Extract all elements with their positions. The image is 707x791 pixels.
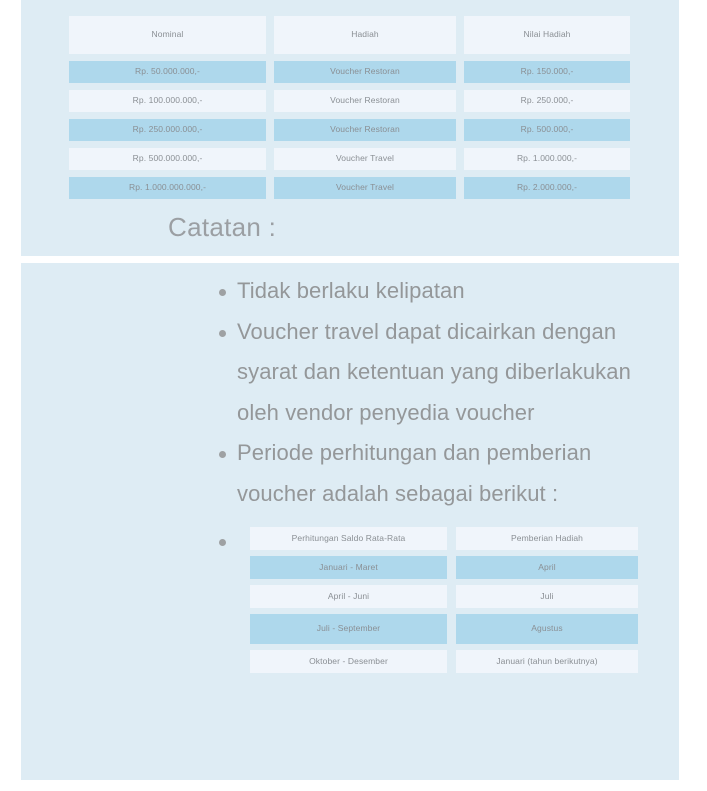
period-cell-pemberian: Agustus: [456, 614, 638, 644]
period-cell-perhitungan: Oktober - Desember: [250, 650, 447, 673]
table-row: [69, 119, 630, 141]
prize-cell-nilai: Rp. 1.000.000,-: [464, 148, 630, 170]
prize-table-header-row: [69, 16, 630, 54]
period-table-header-row: [250, 527, 638, 550]
prize-cell-nominal: Rp. 50.000.000,-: [69, 61, 266, 83]
table-row: [250, 650, 638, 673]
list-item: Voucher travel dapat dicairkan dengan syarat dan ketentuan yang diberlakukan oleh vendor penyedia voucher: [193, 312, 663, 434]
table-row: [250, 556, 638, 579]
prize-cell-hadiah: Voucher Travel: [274, 148, 456, 170]
period-cell-perhitungan: April - Juni: [250, 585, 447, 608]
period-cell-pemberian: April: [456, 556, 638, 579]
prize-cell-nominal: Rp. 250.000.000,-: [69, 119, 266, 141]
table-row: [69, 177, 630, 199]
prize-info-panel: [21, 0, 679, 256]
period-table: [250, 527, 638, 673]
prize-cell-hadiah: Voucher Restoran: [274, 61, 456, 83]
prize-cell-nilai: Rp. 2.000.000,-: [464, 177, 630, 199]
prize-cell-hadiah: Voucher Restoran: [274, 90, 456, 112]
prize-cell-nilai: Rp. 500.000,-: [464, 119, 630, 141]
list-item: Tidak berlaku kelipatan: [193, 271, 663, 312]
prize-cell-nilai: Rp. 150.000,-: [464, 61, 630, 83]
list-item: [193, 531, 663, 677]
prize-cell-nominal: Rp. 100.000.000,-: [69, 90, 266, 112]
table-row: [69, 148, 630, 170]
catatan-heading: Catatan :: [168, 212, 277, 242]
prize-header-nilai-hadiah: Nilai Hadiah: [464, 16, 630, 54]
prize-cell-nominal: Rp. 500.000.000,-: [69, 148, 266, 170]
table-row: [69, 90, 630, 112]
period-header-perhitungan: Perhitungan Saldo Rata-Rata: [250, 527, 447, 550]
list-item: Periode perhitungan dan pemberian voucher adalah sebagai berikut :: [193, 433, 663, 514]
notes-panel: [21, 263, 679, 780]
period-cell-pemberian: Januari (tahun berikutnya): [456, 650, 638, 673]
period-cell-perhitungan: Januari - Maret: [250, 556, 447, 579]
notes-list: [193, 271, 663, 677]
table-row: [250, 614, 638, 644]
prize-header-nominal: Nominal: [69, 16, 266, 54]
period-cell-perhitungan: Juli - September: [250, 614, 447, 644]
prize-cell-nominal: Rp. 1.000.000.000,-: [69, 177, 266, 199]
table-row: [69, 61, 630, 83]
prize-table: [69, 16, 630, 199]
period-cell-pemberian: Juli: [456, 585, 638, 608]
prize-cell-hadiah: Voucher Restoran: [274, 119, 456, 141]
prize-header-hadiah: Hadiah: [274, 16, 456, 54]
prize-cell-hadiah: Voucher Travel: [274, 177, 456, 199]
table-row: [250, 585, 638, 608]
period-header-pemberian: Pemberian Hadiah: [456, 527, 638, 550]
prize-cell-nilai: Rp. 250.000,-: [464, 90, 630, 112]
